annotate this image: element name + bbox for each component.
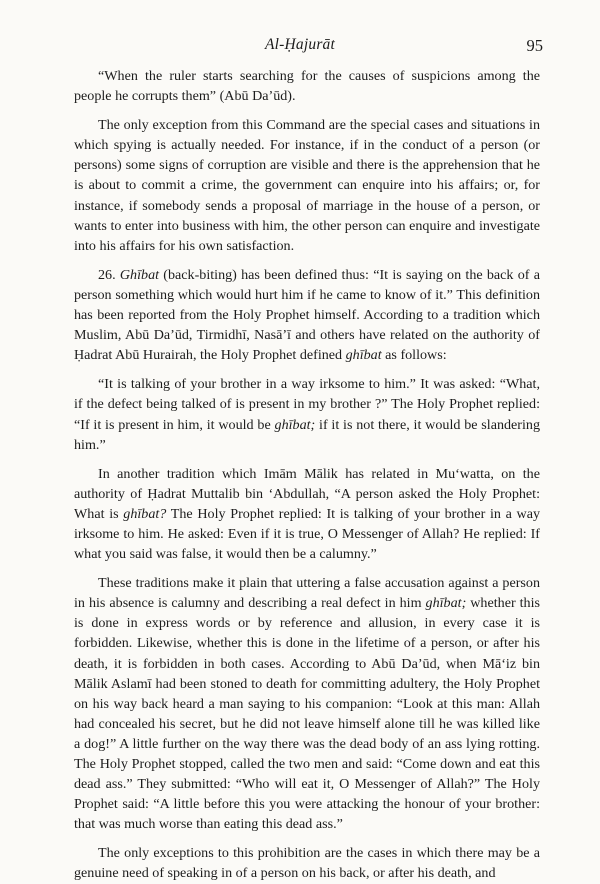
paragraph: [74, 374, 540, 454]
italic-term: Ghībat: [119, 266, 160, 283]
paragraph: [74, 115, 540, 256]
italic-term: ghībat;: [425, 595, 467, 612]
paragraph: [74, 265, 540, 365]
text-run: “When the ruler starts searching for the causes of suspicions among the people he corrupts them” (Abū Da’ūd).: [74, 68, 540, 105]
italic-term: ghībat;: [274, 416, 316, 433]
page-number: 95: [526, 36, 543, 55]
body-text: [74, 66, 540, 884]
text-run: These traditions make it plain that uttering a false accusation against a person in his absence is calumny and describing a real defect in him: [74, 575, 540, 612]
text-run: In another tradition which Imām Mālik has related in Mu‘watta, on the authority of Ḥadrat Muttalib bin ‘Abdullah, “A person asked the Holy Prophet: What is: [74, 465, 540, 522]
text-run: whether this is done in express words or by reference and allusion, in every case it is forbidden. Likewise, whether this is done in the lifetime of a person, or after his death, it is forbidden in both cases. According to Abū Da’ūd, when Mā‘iz bin Mālik Aslamī had been stoned to death for committing adultery, the Holy Prophet on his way back heard a man saying to his companion: “Look at this man: Allah had concealed his secret, but he did not leave himself alone till he was killed like a dog!” A little further on the way there was the dead body of an ass lying rotting. The Holy Prophet stopped, called the two men and said: “Come down and eat this dead ass.” They submitted: “Who will eat it, O Messenger of Allah?” The Holy Prophet said: “A little before this you were attacking the honour of your brother: that was much worse than eating this dead ass.”: [74, 595, 540, 833]
text-run: The only exception from this Command are the special cases and situations in which spying is actually needed. For instance, if in the conduct of a person (or persons) some signs of corruption are visible and there is the apprehension that he is about to commit a crime, the government can enquire into his affairs; or, for instance, if somebody sends a proposal of marriage in the house of a person, or wants to enter into business with him, the other person can enquire and investigate into his affairs for his own satisfaction.: [74, 117, 540, 254]
text-run: 26.: [98, 266, 120, 283]
text-run: if it is not there, it would be slandering him.”: [74, 416, 540, 453]
chapter-title: Al-Ḥajurāt: [264, 36, 336, 53]
text-run: as follows:: [381, 347, 447, 364]
paragraph: [74, 464, 540, 564]
paragraph: [74, 66, 540, 106]
text-run: (back-biting) has been defined thus: “It is saying on the back of a person something which would hurt him if he came to know of it.” This definition has been reported from the Holy Prophet himself. According to a tradition which Muslim, Abū Da’ūd, Tirmidhī, Nasā’ī and others have related on the authority of Ḥadrat Abū Hurairah, the Holy Prophet defined: [74, 266, 540, 364]
running-head: [0, 36, 600, 56]
text-run: “It is talking of your brother in a way irksome to him.” It was asked: “What, if the defect being talked of is present in my brother ?” The Holy Prophet replied: “If it is present in him, it would be: [74, 376, 540, 433]
italic-term: ghībat: [345, 347, 382, 364]
paragraph: [74, 573, 540, 834]
text-run: The only exceptions to this prohibition are the cases in which there may be a genuine need of speaking in of a person on his back, or after his death, and: [74, 845, 540, 882]
italic-term: ghībat?: [123, 505, 167, 522]
paragraph: [74, 843, 540, 883]
text-run: The Holy Prophet replied: It is talking of your brother in a way irksome to him. He asked: Even if it is true, O Messenger of Allah? He replied: If what you said was false, it would then be a calumny.”: [74, 505, 540, 563]
